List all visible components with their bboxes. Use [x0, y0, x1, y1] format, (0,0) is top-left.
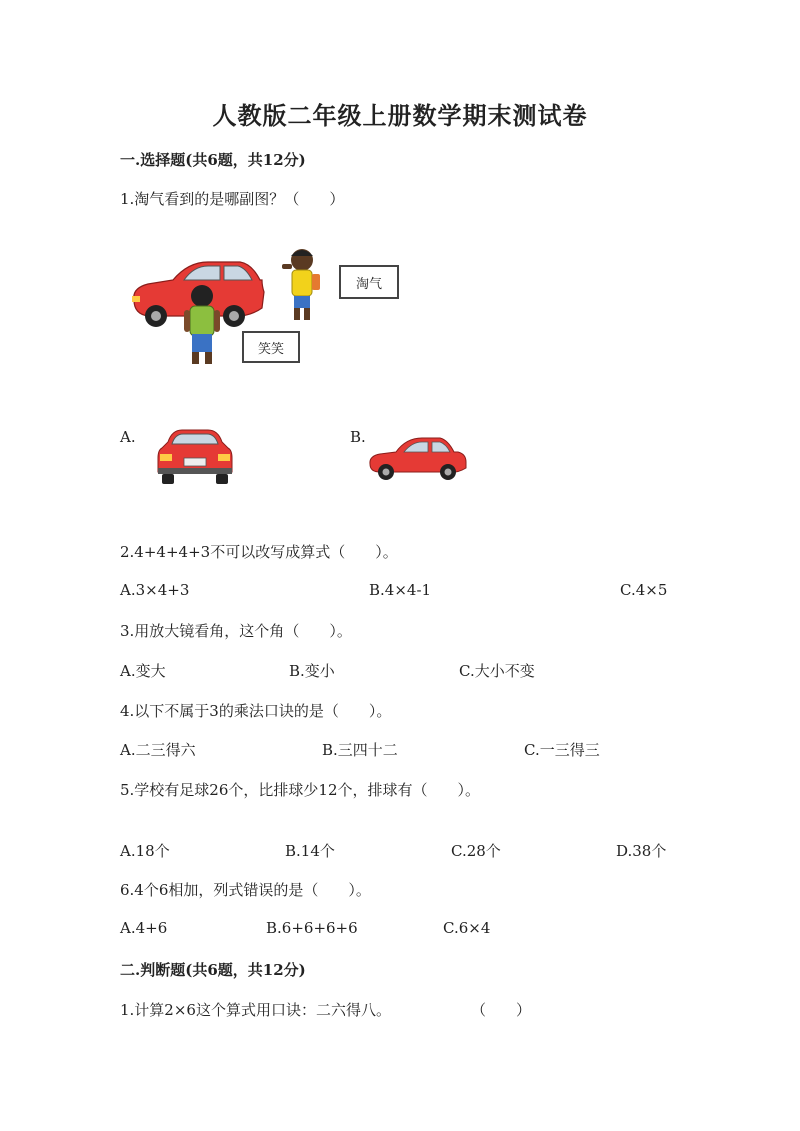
q5-option-c: C.28个	[451, 842, 501, 860]
q2-option-a: A.3×4+3	[120, 581, 190, 599]
question-1: 1.淘气看到的是哪副图？（ ）	[120, 190, 345, 208]
q6-option-c: C.6×4	[443, 919, 491, 937]
question-3: 3.用放大镜看角，这个角（ ）。	[120, 622, 352, 640]
q4-option-c: C.一三得三	[524, 741, 600, 759]
page-title: 人教版二年级上册数学期末测试卷	[212, 101, 588, 130]
q3-option-b: B.变小	[289, 662, 335, 680]
section-heading-choice: 一.选择题(共6题，共12分)	[120, 151, 306, 169]
q5-option-b: B.14个	[285, 842, 335, 860]
section-heading-judgement: 二.判断题(共6题，共12分)	[120, 961, 306, 979]
label-xiaoxiao: 笑笑	[242, 331, 300, 363]
question-5: 5.学校有足球26个，比排球少12个，排球有（ ）。	[120, 781, 480, 799]
car-rear-view-icon	[156, 428, 234, 486]
q6-option-a: A.4+6	[120, 919, 168, 937]
q3-option-a: A.变大	[120, 662, 166, 680]
q4-option-a: A.二三得六	[120, 741, 196, 759]
car-side-view-icon	[366, 434, 470, 482]
boy-taoqi-figure	[282, 249, 320, 320]
question-6: 6.4个6相加，列式错误的是（ ）。	[120, 881, 371, 899]
judgement-answer-blank: （ ）	[471, 1001, 532, 1019]
q3-option-c: C.大小不变	[459, 662, 535, 680]
label-taoqi: 淘气	[339, 265, 399, 299]
q1-option-a: A.	[120, 428, 136, 446]
q5-option-d: D.38个	[616, 842, 667, 860]
question-4: 4.以下不属于3的乘法口诀的是（ ）。	[120, 702, 392, 720]
question-2: 2.4+4+4+3不可以改写成算式（ ）。	[120, 543, 398, 561]
q5-option-a: A.18个	[120, 842, 170, 860]
q6-option-b: B.6+6+6+6	[266, 919, 358, 937]
q2-option-b: B.4×4-1	[369, 581, 432, 599]
judgement-question-1: 1.计算2×6这个算式用口诀：二六得八。	[120, 1001, 391, 1019]
q4-option-b: B.三四十二	[322, 741, 398, 759]
q2-option-c: C.4×5	[620, 581, 668, 599]
q1-option-b: B.	[350, 428, 366, 446]
